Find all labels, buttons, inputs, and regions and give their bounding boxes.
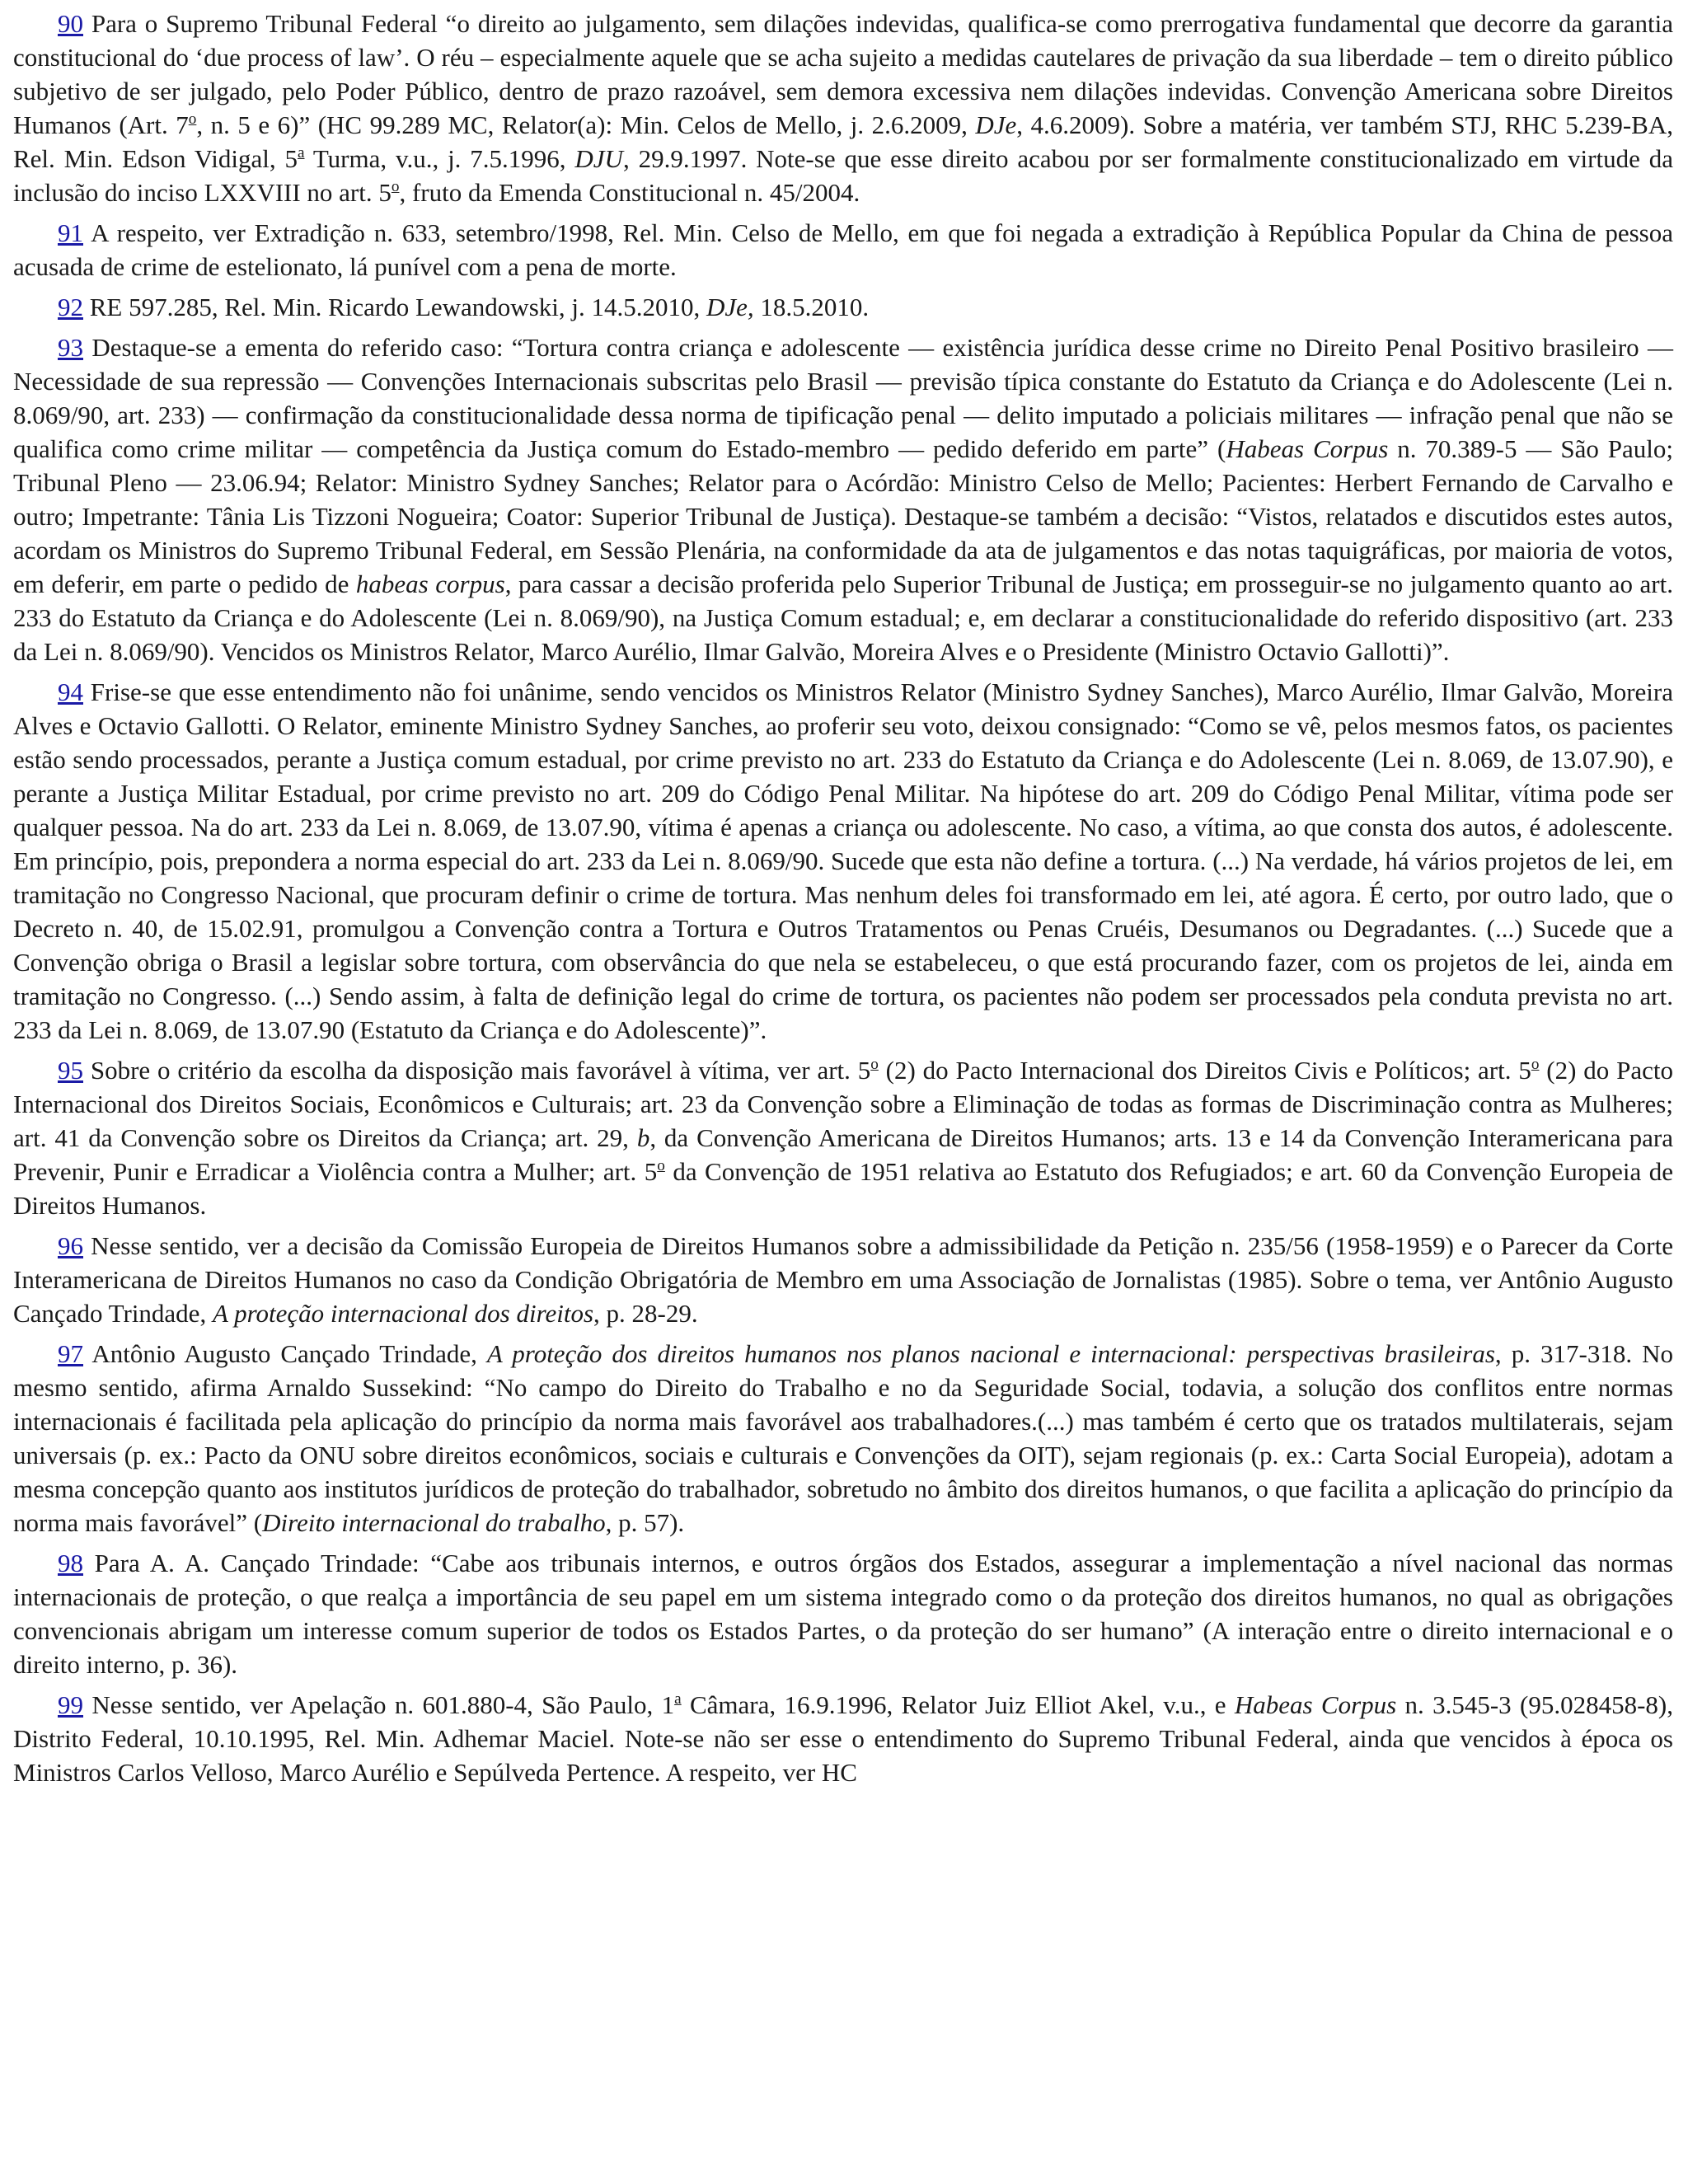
footnote-text: , para cassar a decisão proferida pelo Superior Tribunal de Justiça; em prosseguir-se no julgamento quanto ao art. 233 do Estatuto da Criança e do Adolescente (Lei n. 8.069/90), na Justiça Comum estadual; e, em declarar a constitucionalidade do referido dispositivo (art. 233 da Lei n. 8.069/90). Vencidos os Ministros Relator, Marco Aurélio, Ilmar Galvão, Moreira Alves e o Presidente (Ministro Octavio Gallotti)”. [13, 569, 1673, 666]
footnote-text: , fruto da Emenda Constitucional n. 45/2004. [399, 178, 860, 207]
footnote-text: , p. 28-29. [593, 1299, 698, 1328]
footnote-text: Turma, v.u., j. 7.5.1996, [304, 144, 575, 173]
footnote [13, 1546, 1673, 1681]
italic-citation: b [636, 1123, 650, 1152]
ordinal-indicator: o [870, 1056, 879, 1074]
footnote-text: Nesse sentido, ver a decisão da Comissão Europeia de Direitos Humanos sobre a admissibilidade da Petição n. 235/56 (1958-1959) e o Parecer da Corte Interamericana de Direitos Humanos no caso da Condição Obrigatória de Membro em uma Associação de Jornalistas (1985). Sobre o tema, ver Antônio Augusto Cançado Trindade, [13, 1231, 1673, 1328]
footnote-text: n. 70.389-5 — São Paulo; Tribunal Pleno — 23.06.94; Relator: Ministro Sydney Sanches; Relator para o Acórdão: Ministro Celso de Mello; Pacientes: Herbert Fernando de Carvalho e outro; Impetrante: Tânia Lis Tizzoni Nogueira; Coator: Superior Tribunal de Justiça). Destaque-se também a decisão: “Vistos, relatados e discutidos estes autos, acordam os Ministros do Supremo Tribunal Federal, em Sessão Plenária, na conformidade da ata de julgamentos e das notas taquigráficas, por maioria de votos, em deferir, em parte o pedido de [13, 434, 1673, 598]
footnote [13, 330, 1673, 668]
footnote-number-link[interactable]: 95 [58, 1056, 83, 1085]
footnote-number-link[interactable]: 93 [58, 333, 83, 362]
footnote-number-link[interactable]: 99 [58, 1690, 83, 1719]
footnote-text: , p. 57). [605, 1508, 685, 1537]
ordinal-indicator: a [297, 144, 305, 162]
ordinal-indicator: o [188, 110, 197, 129]
footnote-number-link[interactable]: 98 [58, 1549, 83, 1577]
footnote [13, 7, 1673, 209]
footnote-number-link[interactable]: 94 [58, 677, 83, 706]
italic-citation: DJe [975, 110, 1017, 139]
footnote-text: RE 597.285, Rel. Min. Ricardo Lewandowski, j. 14.5.2010, [83, 293, 706, 321]
footnote [13, 216, 1673, 284]
footnote [13, 675, 1673, 1047]
italic-citation: Habeas Corpus [1226, 434, 1389, 463]
italic-citation: A proteção dos direitos humanos nos planos nacional e internacional: perspectivas brasileiras [486, 1339, 1495, 1368]
italic-citation: habeas corpus [355, 569, 505, 598]
footnote-number-link[interactable]: 92 [58, 293, 83, 321]
footnote-text: 18.5.2010. [753, 293, 870, 321]
footnote [13, 1688, 1673, 1789]
footnote-text: Para o Supremo Tribunal Federal “o direito ao julgamento, sem dilações indevidas, qualifica-se como prerrogativa fundamental que decorre da garantia constitucional do ‘due process of law’. O réu – especialmente aquele que se acha sujeito a medidas cautelares de privação da sua liberdade – tem o direito público subjetivo de ser julgado, pelo Poder Público, dentro de prazo razoável, sem demora excessiva nem dilações indevidas. Convenção Americana sobre Direitos Humanos (Art. 7 [13, 9, 1673, 139]
footnote [13, 1229, 1673, 1330]
ordinal-indicator: o [391, 178, 400, 196]
footnote-text: Câmara, 16.9.1996, Relator Juiz Elliot Akel, v.u., e [681, 1690, 1235, 1719]
footnote-text: , 4.6.2009). Sobre a matéria, ver também STJ, RHC 5.239-BA, Rel. Min. Edson Vidigal, 5 [13, 110, 1673, 173]
ordinal-indicator: a [674, 1690, 682, 1708]
italic-citation: DJe, [706, 293, 754, 321]
footnote-text: n. 3.545-3 (95.028458-8), Distrito Federal, 10.10.1995, Rel. Min. Adhemar Maciel. Note-se não ser esse o entendimento do Supremo Tribunal Federal, ainda que vencidos à época os Ministros Carlos Velloso, Marco Aurélio e Sepúlveda Pertence. A respeito, ver HC [13, 1690, 1673, 1787]
footnote-text: da Convenção de 1951 relativa ao Estatuto dos Refugiados; e art. 60 da Convenção Europeia de Direitos Humanos. [13, 1157, 1673, 1220]
footnote [13, 1053, 1673, 1222]
italic-citation: Habeas Corpus [1234, 1690, 1397, 1719]
footnote-list [13, 7, 1673, 1789]
ordinal-indicator: o [657, 1157, 665, 1175]
footnote [13, 1337, 1673, 1540]
footnotes-page [13, 7, 1673, 1796]
footnote [13, 290, 1673, 324]
footnote-text: , n. 5 e 6)” (HC 99.289 MC, Relator(a): Min. Celos de Mello, j. 2.6.2009, [196, 110, 976, 139]
ordinal-indicator: o [1531, 1056, 1540, 1074]
italic-citation: Direito internacional do trabalho [262, 1508, 606, 1537]
italic-citation: A proteção internacional dos direitos [212, 1299, 594, 1328]
footnote-number-link[interactable]: 97 [58, 1339, 83, 1368]
footnote-number-link[interactable]: 96 [58, 1231, 83, 1260]
footnote-number-link[interactable]: 90 [58, 9, 83, 38]
footnote-text: , 29.9.1997. Note-se que esse direito acabou por ser formalmente constitucionalizado em virtude da inclusão do inciso LXXVIII no art. 5 [13, 144, 1673, 207]
footnote-text: (2) do Pacto Internacional dos Direitos Civis e Políticos; art. 5 [878, 1056, 1531, 1085]
footnote-text: Sobre o critério da escolha da disposição mais favorável à vítima, ver art. 5 [83, 1056, 871, 1085]
footnote-number-link[interactable]: 91 [58, 218, 83, 247]
footnote-text: Destaque-se a ementa do referido caso: “Tortura contra criança e adolescente — existência jurídica desse crime no Direito Penal Positivo brasileiro — Necessidade de sua repressão — Convenções Internacionais subscritas pelo Brasil — previsão típica constante do Estatuto da Criança e do Adolescente (Lei n. 8.069/90, art. 233) — confirmação da constitucionalidade dessa norma de tipificação penal — delito imputado a policiais militares — infração penal que não se qualifica como crime militar — competência da Justiça comum do Estado-membro — pedido deferido em parte” ( [13, 333, 1673, 463]
footnote-text: , p. 317-318. No mesmo sentido, afirma Arnaldo Sussekind: “No campo do Direito do Trabalho e no da Seguridade Social, todavia, a solução dos conflitos entre normas internacionais é facilitada pela aplicação do princípio da norma mais favorável aos trabalhadores.(...) mas também é certo que os tratados multilaterais, sejam universais (p. ex.: Pacto da ONU sobre direitos econômicos, sociais e culturais e Convenções da OIT), sejam regionais (p. ex.: Carta Social Europeia), adotam a mesma concepção quanto aos institutos jurídicos de proteção do trabalhador, sobretudo no âmbito dos direitos humanos, o que facilita a aplicação do princípio da norma mais favorável” ( [13, 1339, 1673, 1537]
footnote-text: Nesse sentido, ver Apelação n. 601.880-4, São Paulo, 1 [83, 1690, 675, 1719]
footnote-text: Para A. A. Cançado Trindade: “Cabe aos tribunais internos, e outros órgãos dos Estados, assegurar a implementação a nível nacional das normas internacionais de proteção, o que realça a importância de seu papel em um sistema integrado como o da proteção dos direitos humanos, no qual as obrigações convencionais abrigam um interesse comum superior de todos os Estados Partes, o da proteção do ser humano” (A interação entre o direito internacional e o direito interno, p. 36). [13, 1549, 1673, 1679]
footnote-text: , da Convenção Americana de Direitos Humanos; arts. 13 e 14 da Convenção Interamericana para Prevenir, Punir e Erradicar a Violência contra a Mulher; art. 5 [13, 1123, 1674, 1186]
footnote-text: Frise-se que esse entendimento não foi unânime, sendo vencidos os Ministros Relator (Ministro Sydney Sanches), Marco Aurélio, Ilmar Galvão, Moreira Alves e Octavio Gallotti. O Relator, eminente Ministro Sydney Sanches, ao proferir seu voto, deixou consignado: “Como se vê, pelos mesmos fatos, os pacientes estão sendo processados, perante a Justiça comum estadual, por crime previsto no art. 233 do Estatuto da Criança e do Adolescente (Lei n. 8.069, de 13.07.90), e perante a Justiça Militar Estadual, por crime previsto no art. 209 do Código Penal Militar. Na hipótese do art. 209 do Código Penal Militar, vítima pode ser qualquer pessoa. Na do art. 233 da Lei n. 8.069, de 13.07.90, vítima é apenas a criança ou adolescente. No caso, a vítima, ao que consta dos autos, é adolescente. Em princípio, pois, prepondera a norma especial do art. 233 da Lei n. 8.069/90. Sucede que esta não define a tortura. (...) Na verdade, há vários projetos de lei, em tramitação no Congresso Nacional, que procuram definir o crime de tortura. Mas nenhum deles foi transformado em lei, até agora. É certo, por outro lado, que o Decreto n. 40, de 15.02.91, promulgou a Convenção contra a Tortura e Outros Tratamentos ou Penas Cruéis, Desumanos ou Degradantes. (...) Sucede que a Convenção obriga o Brasil a legislar sobre tortura, com observância do que nela se estabeleceu, o que está procurando fazer, com os projetos de lei, ainda em tramitação no Congresso. (...) Sendo assim, à falta de definição legal do crime de tortura, os pacientes não podem ser processados pela conduta prevista no art. 233 da Lei n. 8.069, de 13.07.90 (Estatuto da Criança e do Adolescente)”. [13, 677, 1673, 1044]
footnote-text: A respeito, ver Extradição n. 633, setembro/1998, Rel. Min. Celso de Mello, em que foi negada a extradição à República Popular da China de pessoa acusada de crime de estelionato, lá punível com a pena de morte. [13, 218, 1673, 281]
footnote-text: Antônio Augusto Cançado Trindade, [83, 1339, 487, 1368]
italic-citation: DJU [574, 144, 623, 173]
footnote-text: (2) do Pacto Internacional dos Direitos Sociais, Econômicos e Culturais; art. 23 da Convenção sobre a Eliminação de todas as formas de Discriminação contra as Mulheres; art. 41 da Convenção sobre os Direitos da Criança; art. 29, [13, 1056, 1673, 1152]
